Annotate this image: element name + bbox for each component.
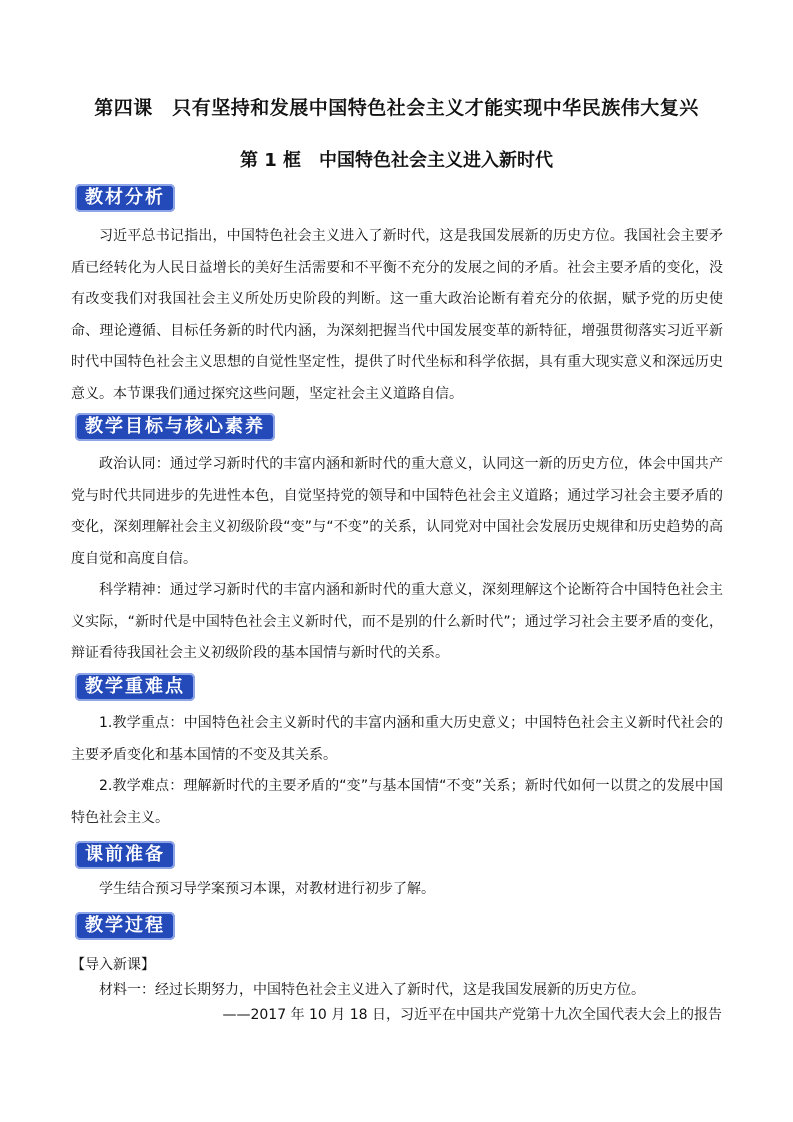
section-badge-analysis: 教材分析 — [75, 184, 175, 212]
lesson-title: 第四课 只有坚持和发展中国特色社会主义才能实现中华民族伟大复兴 — [94, 97, 699, 119]
section-badge-keypoints: 教学重难点 — [75, 673, 195, 701]
section-badge-prep: 课前准备 — [75, 841, 175, 869]
frame-title: 第 1 框 中国特色社会主义进入新时代 — [239, 150, 554, 171]
keypoint-2-paragraph: 2.教学难点：理解新时代的主要矛盾的“变”与基本国情“不变”关系；新时代如何一以贯之的发展中国特色社会主义。 — [71, 778, 723, 826]
section-badge-goals: 教学目标与核心素养 — [75, 413, 275, 441]
section-badge-process: 教学过程 — [75, 912, 175, 940]
goal-political-paragraph: 政治认同：通过学习新时代的丰富内涵和新时代的重大意义，认同这一新的历史方位，体会中国共产党与时代共同进步的先进性本色，自觉坚持党的领导和中国特色社会主义道路；通过学习社会主要矛盾的变化，深刻理解社会主义初级阶段“变”与“不变”的关系，认同党对中国社会发展历史规律和历史趋势的高度自觉和高度自信。 — [71, 456, 723, 567]
keypoint-1-paragraph: 1.教学重点：中国特色社会主义新时代的丰富内涵和重大历史意义；中国特色社会主义新时代社会的主要矛盾变化和基本国情的不变及其关系。 — [71, 715, 723, 763]
analysis-paragraph: 习近平总书记指出，中国特色社会主义进入了新时代，这是我国发展新的历史方位。我国社会主要矛盾已经转化为人民日益增长的美好生活需要和不平衡不充分的发展之间的矛盾。社会主要矛盾的变化，没有改变我们对我国社会主义所处历史阶段的判断。这一重大政治论断有着充分的依据，赋予党的历史使命、理论遵循、目标任务新的时代内涵，为深刻把握当代中国发展变革的新特征，增强贯彻落实习近平新时代中国特色社会主义思想的自觉性坚定性，提供了时代坐标和科学依据，具有重大现实意义和深远历史意义。本节课我们通过探究这些问题，坚定社会主义道路自信。 — [71, 228, 723, 402]
prep-paragraph: 学生结合预习导学案预习本课，对教材进行初步了解。 — [99, 881, 435, 897]
intro-label: 【导入新课】 — [71, 957, 155, 973]
goal-science-paragraph: 科学精神：通过学习新时代的丰富内涵和新时代的重大意义，深刻理解这个论断符合中国特色社会主义实际，“新时代是中国特色社会主义新时代，而不是别的什么新时代”；通过学习社会主要矛盾的变化，辩证看待我国社会主义初级阶段的基本国情与新时代的关系。 — [71, 582, 723, 661]
material-1-text: 材料一：经过长期努力，中国特色社会主义进入了新时代，这是我国发展新的历史方位。 — [99, 982, 645, 998]
material-1-source: ——2017 年 10 月 18 日，习近平在中国共产党第十九次全国代表大会上的报告 — [222, 1007, 722, 1023]
